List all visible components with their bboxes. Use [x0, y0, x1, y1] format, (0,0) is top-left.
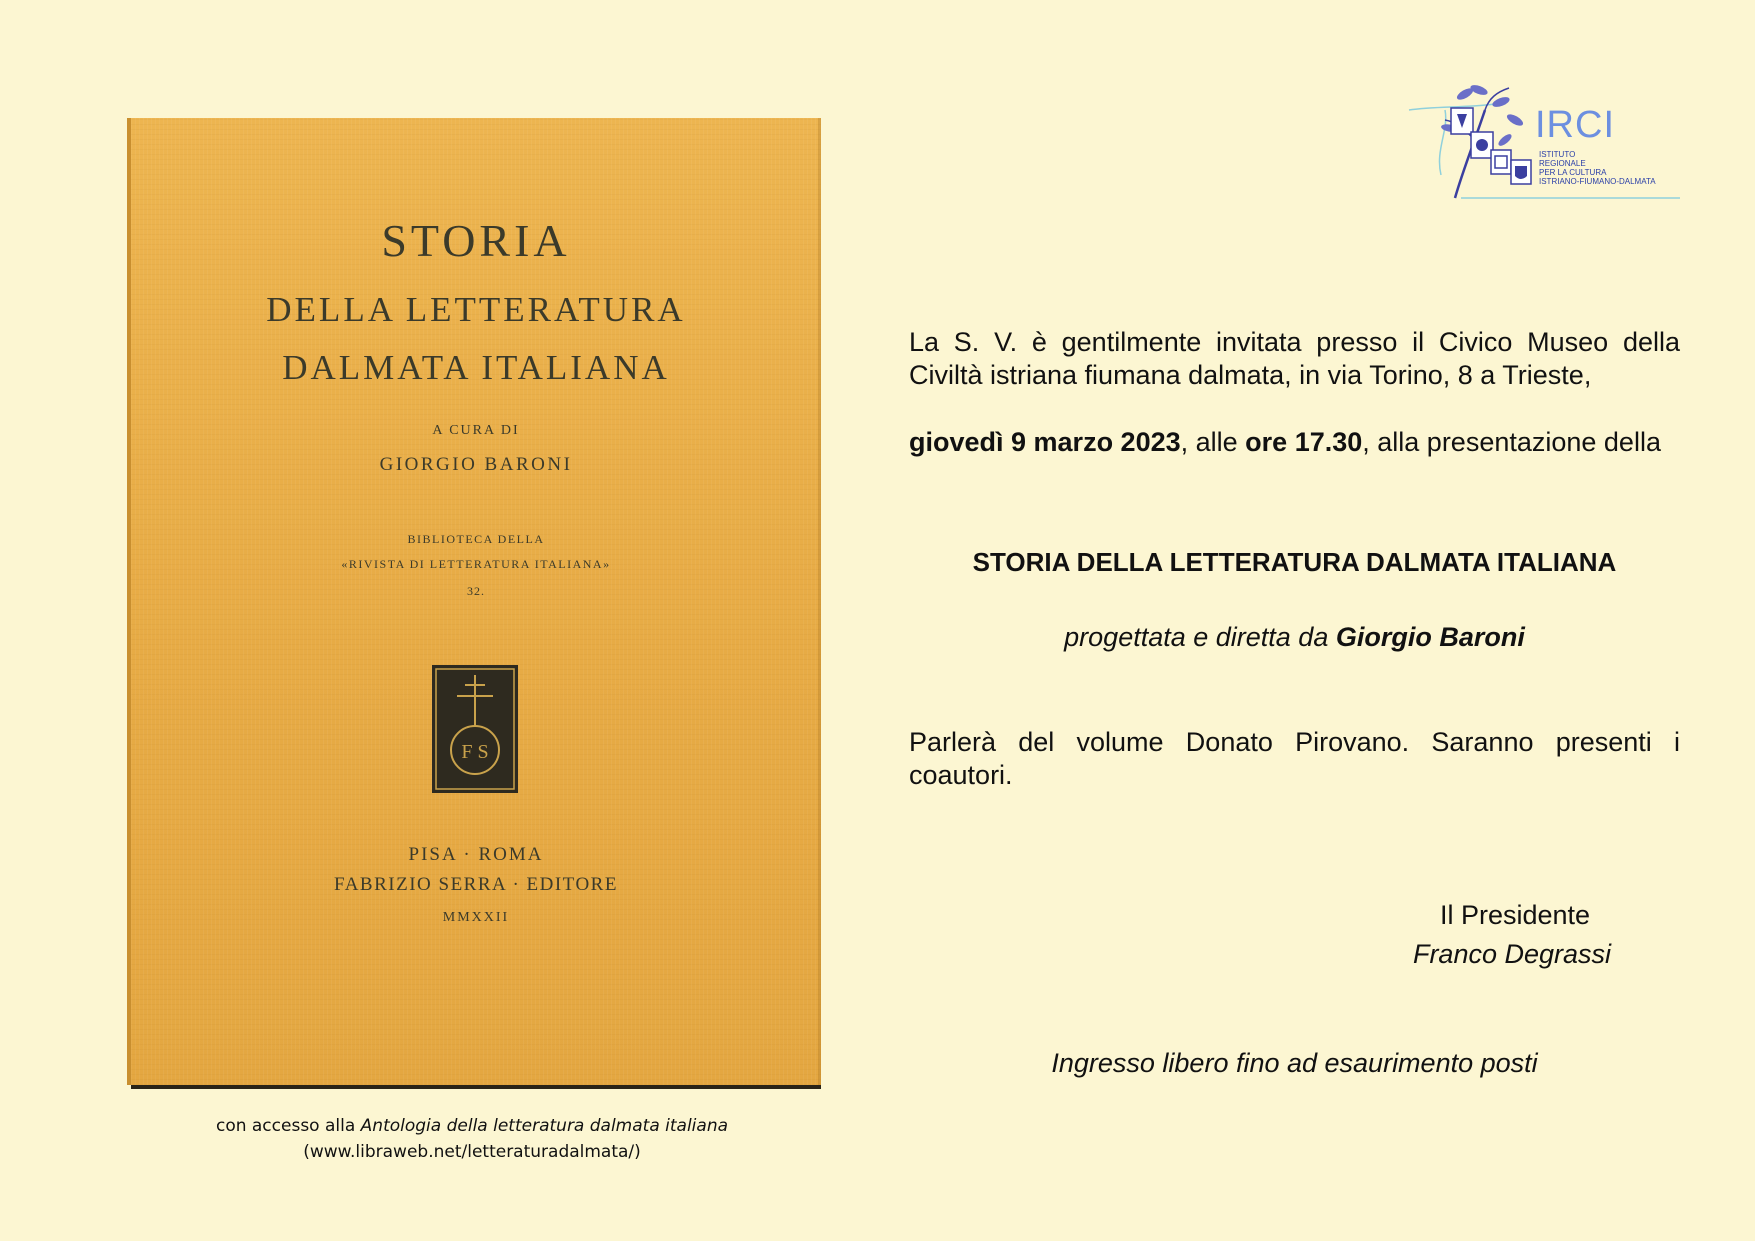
logo-subtitle-line: REGIONALE	[1539, 159, 1586, 168]
invitation-datetime	[909, 426, 1680, 459]
logo-subtitle-line: ISTRIANO-FIUMANO-DALMATA	[1539, 177, 1656, 186]
emblem-letters: F S	[461, 741, 489, 763]
logo-subtitle-line: ISTITUTO	[1539, 150, 1576, 159]
cover-title-line2: DALMATA ITALIANA	[282, 348, 670, 387]
logo-subtitle	[1539, 150, 1656, 186]
irci-logo	[1405, 80, 1680, 205]
entry-note: Ingresso libero fino ad esaurimento posti	[1051, 1048, 1538, 1078]
caption-anthology: Antologia della letteratura dalmata italiana	[360, 1116, 729, 1136]
book-byline	[909, 621, 1680, 654]
byline-prefix: progettata e diretta da	[1064, 622, 1336, 652]
invitation-intro: La S. V. è gentilmente invitata presso il Civico Museo della Civiltà istriana fiumana dalmata, in via Torino, 8 a Trieste,	[909, 327, 1680, 390]
book-cover	[127, 118, 821, 1085]
cover-edge	[131, 1085, 821, 1089]
caption-url: (www.libraweb.net/letteraturadalmata/)	[303, 1142, 641, 1162]
cover-caption	[127, 1116, 817, 1136]
cover-curator: GIORGIO BARONI	[379, 454, 573, 475]
cover-place: PISA · ROMA	[408, 844, 544, 865]
cover-title-top: STORIA	[381, 215, 571, 266]
publisher-emblem-icon	[432, 665, 518, 793]
speaker-note: Parlerà del volume Donato Pirovano. Saranno presenti i coautori.	[909, 727, 1680, 790]
logo-subtitle-line: PER LA CULTURA	[1539, 168, 1607, 177]
signature-role: Il Presidente	[1439, 900, 1591, 930]
cover-curator-label: A CURA DI	[432, 423, 520, 438]
cover-publisher: FABRIZIO SERRA · EDITORE	[334, 874, 618, 895]
book-title: STORIA DELLA LETTERATURA DALMATA ITALIANA	[972, 547, 1617, 577]
byline-name: Giorgio Baroni	[1335, 622, 1525, 652]
cover-series-line1: BIBLIOTECA DELLA	[407, 532, 545, 546]
cover-year: MMXXII	[442, 910, 510, 925]
cover-series-number: 32.	[467, 584, 485, 598]
signature-name: Franco Degrassi	[1412, 939, 1612, 969]
cover-series-line2: «RIVISTA DI LETTERATURA ITALIANA»	[341, 557, 611, 571]
logo-name: IRCI	[1535, 104, 1615, 146]
event-date: giovedì 9 marzo 2023	[909, 427, 1181, 457]
date-time-separator: , alle	[1180, 427, 1246, 457]
cover-title-line1: DELLA LETTERATURA	[266, 290, 686, 329]
caption-prefix: con accesso alla	[215, 1116, 361, 1136]
presentation-text: , alla presentazione della	[1362, 427, 1661, 457]
event-time: ore 17.30	[1245, 427, 1363, 457]
